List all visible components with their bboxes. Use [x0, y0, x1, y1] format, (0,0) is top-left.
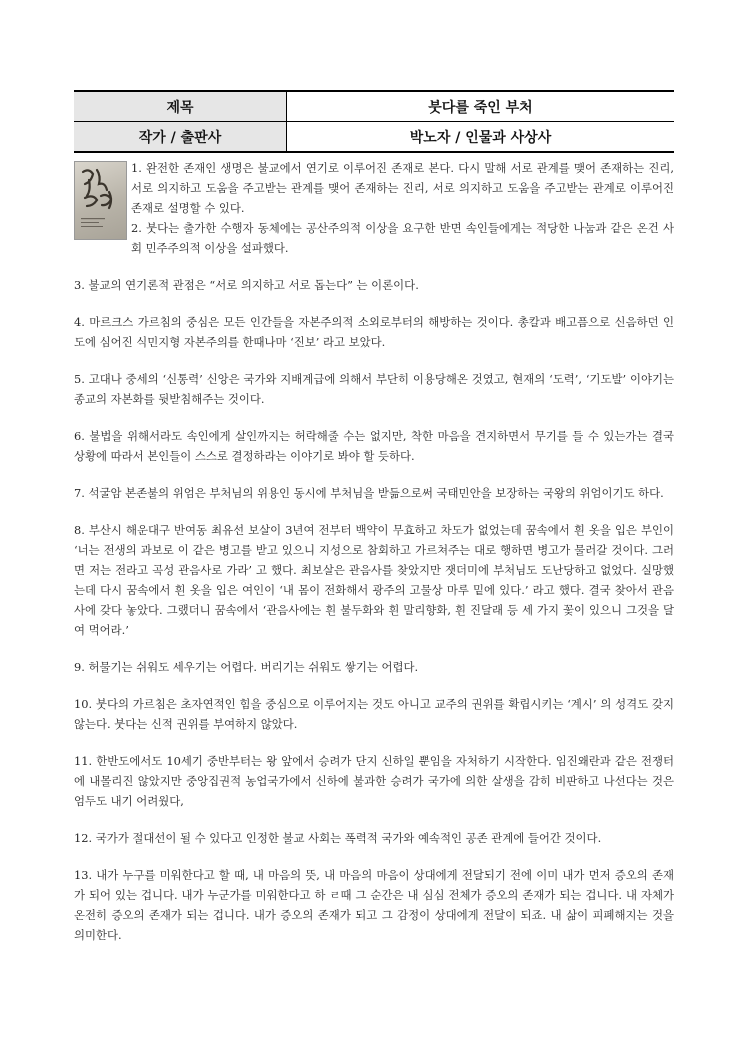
note-paragraph-1: 1. 완전한 존재인 생명은 불교에서 연기로 이루어진 존재로 본다. 다시 말해 서로 관계를 맺어 존재하는 진리, 서로 의지하고 도움을 주고받는 관계를 맺어 존재하는 진리, 서로 의지하고 도움을 주고받는 관계로 이루어진 존재로 설명할 수 있다. — [131, 161, 674, 215]
note-paragraph-8: 8. 부산시 해운대구 반여동 최유선 보살이 3년여 전부터 백약이 무효하고 차도가 없었는데 꿈속에서 흰 옷을 입은 부인이 ‘너는 전생의 과보로 이 같은 병고를 받고 있으니 지성으로 참회하고 가르쳐주는 대로 행하면 병고가 물러갈 것이다. 그러면 저는 전라고 곡성 관음사로 가라’ 고 했다. 최보살은 관음사를 찾았지만 잿더미에 부처님도 도난당하고 없었다. 실망했는데 다시 꿈속에서 흰 옷을 입은 여인이 ‘내 몸이 전화해서 광주의 고물상 마루 밑에 있다.’ 라고 했다. 결국 찾아서 관음사에 갖다 놓았다. 그랬더니 꿈속에서 ‘관음사에는 흰 불두화와 흰 말리향화, 흰 진달래 등 세 가지 꽃이 있으니 그것을 달여 먹어라.’ — [74, 523, 674, 637]
author-label: 작가 / 출판사 — [74, 122, 287, 153]
note-paragraph-5: 5. 고대나 중세의 ‘신통력’ 신앙은 국가와 지배계급에 의해서 부단히 이용당해온 것였고, 현재의 ‘도력’, ‘기도발’ 이야기는 종교의 자본화를 뒷받침해주는 것이다. — [74, 372, 674, 406]
note-paragraph-13: 13. 내가 누구를 미워한다고 할 때, 내 마음의 뜻, 내 마음의 마음이 상대에게 전달되기 전에 이미 내가 먼저 증오의 존재가 되어 있는 겁니다. 내가 누군가를 미워한다고 하 ㄹ때 그 순간은 내 심심 전체가 증오의 존재가 되는 겁니다. 내 자체가 온전히 증오의 존재가 되는 겁니다. 내가 증오의 존재가 되고 그 감정이 상대에게 전달이 되죠. 내 삶이 피폐해지는 것을 의미한다. — [74, 868, 674, 942]
note-paragraph-3: 3. 불교의 연기론적 관점은 “서로 의지하고 서로 돕는다” 는 이론이다. — [74, 278, 419, 292]
book-cover-art-icon — [75, 162, 126, 239]
note-paragraph-4: 4. 마르크스 가르침의 중심은 모든 인간들을 자본주의적 소외로부터의 해방하는 것이다. 총칼과 배고픔으로 신음하던 인도에 심어진 식민지형 자본주의를 한때나마 ‘진보’ 라고 보았다. — [74, 315, 674, 349]
book-cover-image — [74, 161, 127, 240]
notes-body — [74, 158, 674, 945]
title-value: 붓다를 죽인 부처 — [287, 91, 675, 122]
note-paragraph-9: 9. 허물기는 쉬워도 세우기는 어렵다. 버리기는 쉬워도 쌓기는 어렵다. — [74, 660, 419, 674]
author-value: 박노자 / 인물과 사상사 — [287, 122, 675, 153]
note-paragraph-6: 6. 불법을 위해서라도 속인에게 살인까지는 허락해줄 수는 없지만, 착한 마음을 견지하면서 무기를 들 수 있는가는 결국 상황에 따라서 본인들이 스스로 결정하라는 이야기로 봐야 할 듯하다. — [74, 429, 674, 463]
note-paragraph-12: 12. 국가가 절대선이 될 수 있다고 인정한 불교 사회는 폭력적 국가와 예속적인 공존 관계에 들어간 것이다. — [74, 831, 602, 845]
book-info-table — [74, 90, 674, 153]
title-label: 제목 — [74, 91, 287, 122]
note-paragraph-7: 7. 석굴암 본존불의 위엄은 부처님의 위용인 동시에 부처님을 받듦으로써 국태민안을 보장하는 국왕의 위엄이기도 하다. — [74, 486, 664, 500]
note-paragraph-10: 10. 붓다의 가르침은 초자연적인 힘을 중심으로 이루어지는 것도 아니고 교주의 권위를 확립시키는 ‘계시’ 의 성격도 갖지 않는다. 붓다는 신적 권위를 부여하지 않았다. — [74, 697, 674, 731]
title-row — [74, 91, 674, 122]
note-paragraph-11: 11. 한반도에서도 10세기 중반부터는 왕 앞에서 승려가 단지 신하일 뿐임을 자처하기 시작한다. 임진왜란과 같은 전쟁터에 내몰리진 않았지만 중앙집권적 농업국가에서 신하에 불과한 승려가 국가에 의한 살생을 감히 비판하고 나선다는 것은 엄두도 내기 어려웠다, — [74, 754, 674, 808]
note-paragraph-2: 2. 붓다는 출가한 수행자 동체에는 공산주의적 이상을 요구한 반면 속인들에게는 적당한 나눔과 같은 온건 사회 민주주의적 이상을 설파했다. — [131, 221, 674, 255]
book-report-page — [74, 90, 674, 962]
author-row — [74, 122, 674, 153]
